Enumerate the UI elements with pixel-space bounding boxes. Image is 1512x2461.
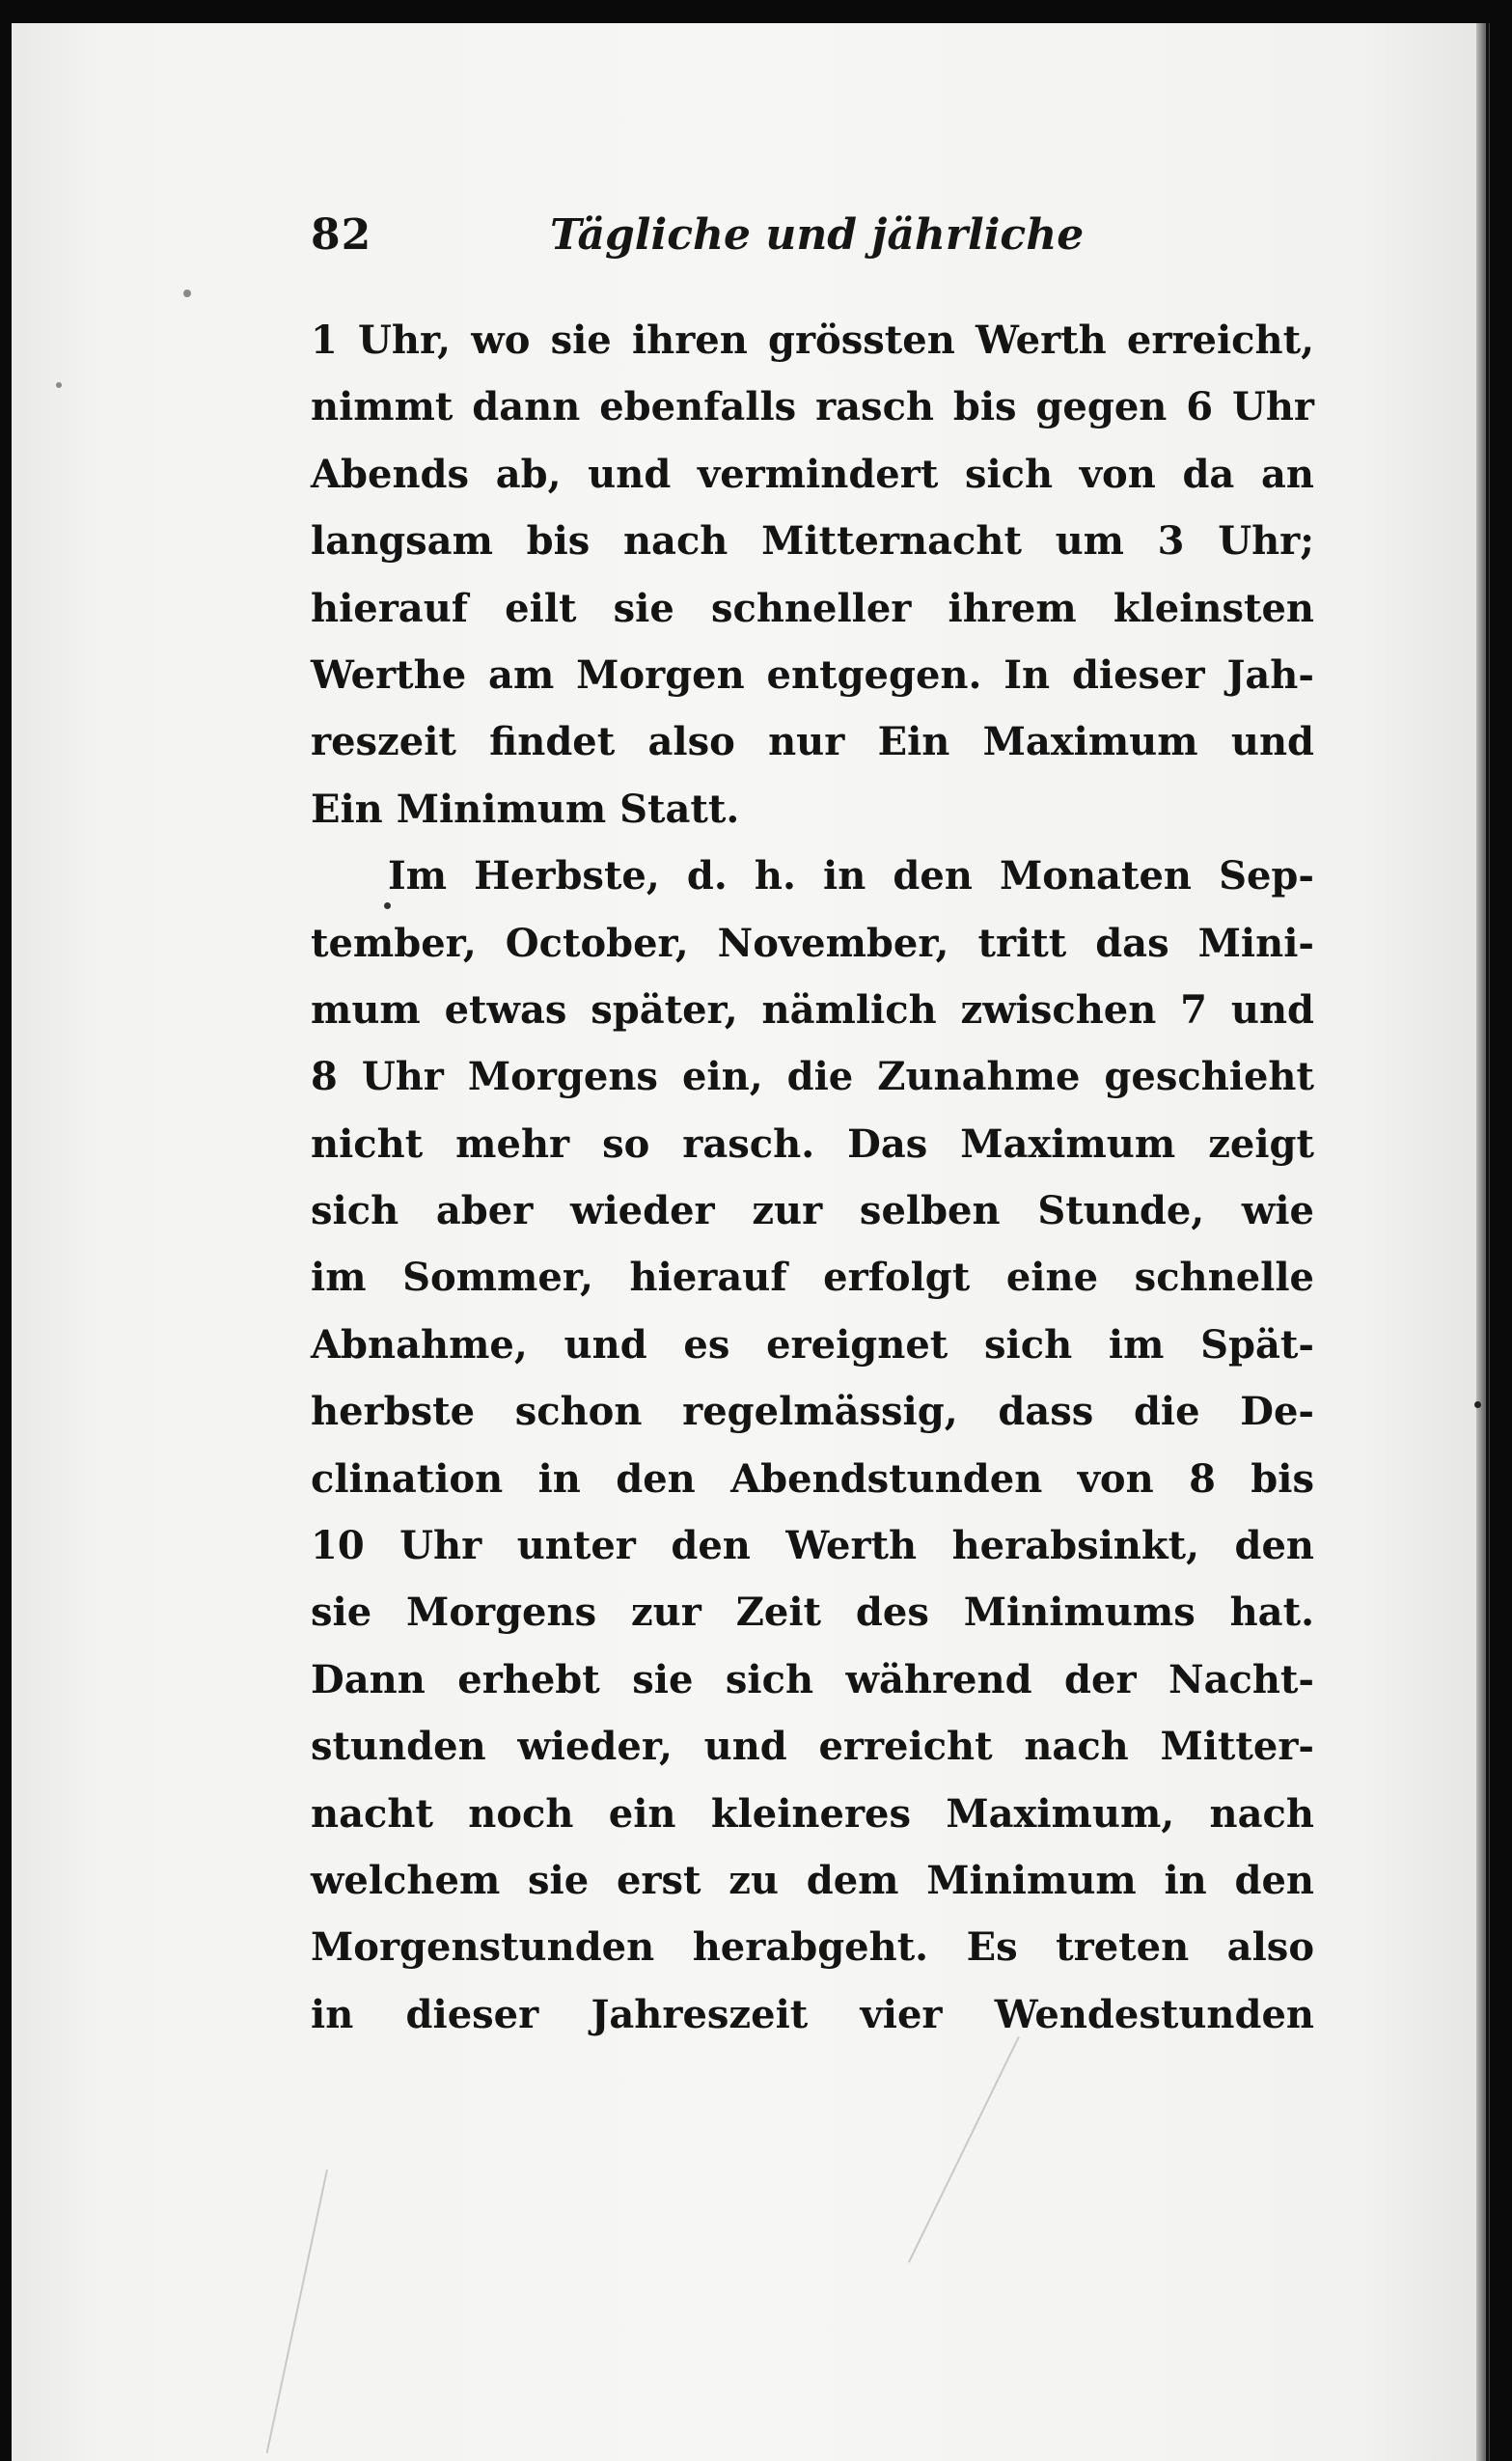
- text-line: Im Herbste, d. h. in den Monaten Sep-: [388, 853, 1314, 899]
- page-fold-line: [1486, 23, 1489, 2461]
- text-line: sie Morgens zur Zeit des Minimums hat.: [311, 1590, 1314, 1636]
- text-line: 10 Uhr unter den Werth herabsinkt, den: [311, 1523, 1314, 1569]
- scan-speck: [56, 382, 62, 388]
- text-line: sich aber wieder zur selben Stunde, wie: [311, 1188, 1314, 1234]
- text-line: in dieser Jahreszeit vier Wendestunden: [311, 1991, 1314, 2037]
- text-line: nicht mehr so rasch. Das Maximum zeigt: [311, 1120, 1314, 1167]
- text-line: herbste schon regelmässig, dass die De-: [311, 1389, 1314, 1435]
- text-line: langsam bis nach Mitternacht um 3 Uhr;: [311, 518, 1314, 565]
- scan-speck: [1474, 1401, 1481, 1408]
- text-line: reszeit findet also nur Ein Maximum und: [311, 719, 1314, 765]
- text-line: stunden wieder, und erreicht nach Mitter-: [311, 1724, 1314, 1770]
- scan-speck: [183, 290, 191, 297]
- text-line: nimmt dann ebenfalls rasch bis gegen 6 Uhr: [311, 384, 1314, 430]
- text-line: Dann erhebt sie sich während der Nacht-: [311, 1656, 1314, 1702]
- body-text: [311, 307, 1314, 2048]
- text-line: clination in den Abendstunden von 8 bis: [311, 1455, 1314, 1502]
- text-line: Werthe am Morgen entgegen. In dieser Jah-: [311, 651, 1314, 698]
- text-line: Ein Minimum Statt.: [311, 786, 740, 832]
- text-line: tember, October, November, tritt das Mini-: [311, 920, 1314, 966]
- text-line: im Sommer, hierauf erfolgt eine schnelle: [311, 1255, 1314, 1301]
- text-line: Abnahme, und es ereignet sich im Spät-: [311, 1321, 1314, 1368]
- text-line: hierauf eilt sie schneller ihrem kleinsten: [311, 585, 1314, 631]
- text-line: mum etwas später, nämlich zwischen 7 und: [311, 986, 1314, 1033]
- text-line: 8 Uhr Morgens ein, die Zunahme geschieht: [311, 1054, 1314, 1100]
- text-line: Abends ab, und vermindert sich von da an: [311, 451, 1314, 497]
- running-head: [311, 210, 1314, 268]
- text-line: welchem sie erst zu dem Minimum in den: [311, 1857, 1314, 1903]
- text-line: nacht noch ein kleineres Maximum, nach: [311, 1790, 1314, 1837]
- text-line: Morgenstunden herabgeht. Es treten also: [311, 1924, 1314, 1971]
- text-line: 1 Uhr, wo sie ihren grössten Werth erreicht,: [311, 318, 1314, 363]
- running-head-title: Tägliche und jährliche: [550, 210, 1085, 260]
- page-number: 82: [311, 210, 372, 260]
